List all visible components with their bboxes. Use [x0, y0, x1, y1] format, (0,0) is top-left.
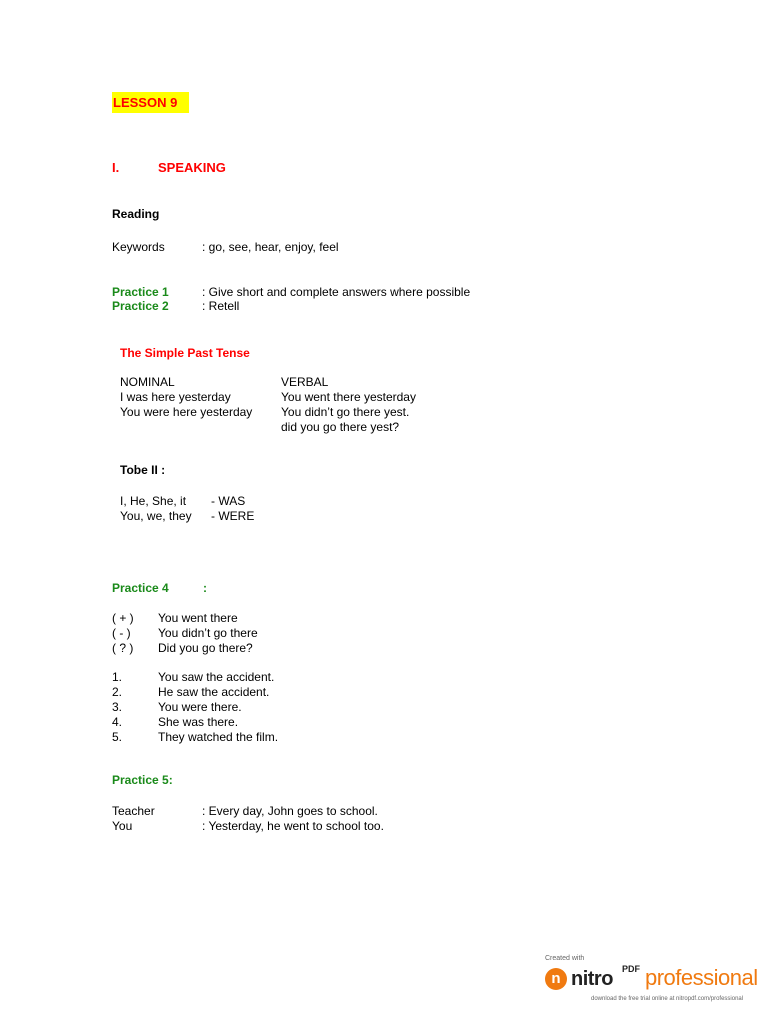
- dialog-speaker: You: [112, 819, 133, 833]
- verbal-header: VERBAL: [281, 375, 329, 389]
- section-number: I.: [112, 160, 120, 175]
- keywords-value: : go, see, hear, enjoy, feel: [202, 240, 339, 254]
- practice-4-label: Practice 4: [112, 581, 169, 595]
- practice-4-colon: :: [203, 581, 207, 595]
- download-note: download the free trial online at nitropdf.com/professional: [591, 996, 744, 1002]
- tobe-form: - WERE: [211, 509, 255, 523]
- list-number: 1.: [112, 670, 123, 684]
- brand-name: nitro: [571, 968, 613, 990]
- list-number: 4.: [112, 715, 123, 729]
- list-item: He saw the accident.: [158, 685, 270, 699]
- tobe-form: - WAS: [211, 494, 246, 508]
- form-sign: ( ? ): [112, 641, 134, 655]
- list-item: You were there.: [158, 700, 242, 714]
- practice-2-label: Practice 2: [112, 299, 169, 313]
- verbal-line: You didn’t go there yest.: [281, 405, 410, 419]
- nominal-line: I was here yesterday: [120, 390, 231, 404]
- simple-past-heading: The Simple Past Tense: [120, 346, 250, 360]
- dialog-speaker: Teacher: [112, 804, 155, 818]
- list-item: They watched the film.: [158, 730, 279, 744]
- list-number: 5.: [112, 730, 123, 744]
- form-sign: ( - ): [112, 626, 131, 640]
- list-item: She was there.: [158, 715, 239, 729]
- keywords-label: Keywords: [112, 240, 165, 254]
- tobe-subjects: I, He, She, it: [120, 494, 187, 508]
- dialog-line: : Every day, John goes to school.: [202, 804, 378, 818]
- form-example: You went there: [158, 611, 238, 625]
- brand-edition: professional: [645, 965, 758, 990]
- list-number: 3.: [112, 700, 123, 714]
- verbal-line: did you go there yest?: [281, 420, 400, 434]
- form-sign: ( + ): [112, 611, 134, 625]
- list-item: You saw the accident.: [158, 670, 275, 684]
- lesson-title: LESSON 9: [112, 92, 189, 113]
- created-with-text: Created with: [545, 955, 585, 962]
- form-example: Did you go there?: [158, 641, 253, 655]
- tobe-heading: Tobe II :: [120, 463, 166, 477]
- practice-1-text: : Give short and complete answers where possible: [202, 285, 471, 299]
- verbal-line: You went there yesterday: [281, 390, 416, 404]
- tobe-subjects: You, we, they: [120, 509, 192, 523]
- practice-2-text: : Retell: [202, 299, 240, 313]
- practice-1-label: Practice 1: [112, 285, 169, 299]
- practice-5-label: Practice 5:: [112, 773, 173, 787]
- nitro-logo-icon: n: [545, 968, 567, 990]
- brand-pdf-mark: PDF: [622, 964, 640, 974]
- section-title: SPEAKING: [158, 160, 226, 175]
- nominal-line: You were here yesterday: [120, 405, 253, 419]
- reading-heading: Reading: [112, 207, 160, 221]
- form-example: You didn’t go there: [158, 626, 258, 640]
- list-number: 2.: [112, 685, 123, 699]
- nominal-header: NOMINAL: [120, 375, 175, 389]
- dialog-line: : Yesterday, he went to school too.: [202, 819, 384, 833]
- nitro-watermark: [545, 954, 765, 1004]
